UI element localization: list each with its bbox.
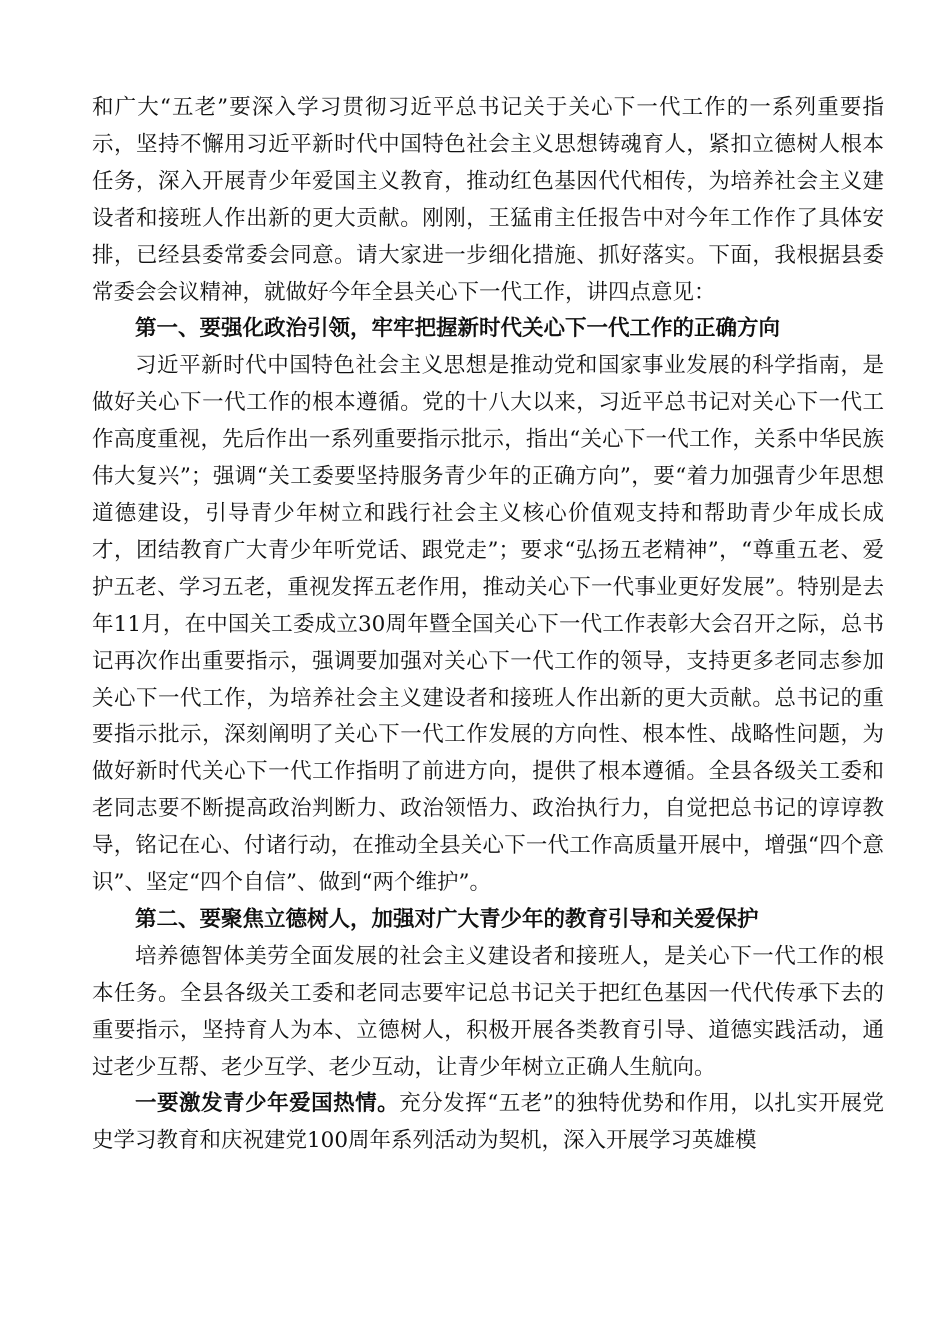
section-1-paragraph: 习近平新时代中国特色社会主义思想是推动党和国家事业发展的科学指南，是做好关心下一代工作的根本遵循。党的十八大以来，习近平总书记对关心下一代工作高度重视，先后作出一系列重要指示批示，指出“关心下一代工作，关系中华民族伟大复兴”；强调“关工委要坚持服务青少年的正确方向”，要“着力加强青少年思想道德建设，引导青少年树立和践行社会主义核心价值观支持和帮助青少年成长成才，团结教育广大青少年听党话、跟党走”；要求“弘扬五老精神”，“尊重五老、爱护五老、学习五老，重视发挥五老作用，推动关心下一代事业更好发展”。特别是去年11月，在中国关工委成立30周年暨全国关心下一代工作表彰大会召开之际，总书记再次作出重要指示，强调要加强对关心下一代工作的领导，支持更多老同志参加关心下一代工作，为培养社会主义建设者和接班人作出新的更大贡献。总书记的重要指示批示，深刻阐明了关心下一代工作发展的方向性、根本性、战略性问题，为做好新时代关心下一代工作指明了前进方向，提供了根本遵循。全县各级关工委和老同志要不断提高政治判断力、政治领悟力、政治执行力，自觉把总书记的谆谆教导，铭记在心、付诸行动，在推动全县关心下一代工作高质量开展中，增强“四个意识”、坚定“四个自信”、做到“两个维护”。 (92, 353, 884, 896)
point-1-paragraph (92, 1086, 884, 1160)
section-2-paragraph: 培养德智体美劳全面发展的社会主义建设者和接班人，是关心下一代工作的根本任务。全县各级关工委和老同志要牢记总书记关于把红色基因一代代传承下去的重要指示，坚持育人为本、立德树人，积极开展各类教育引导、道德实践活动，通过老少互帮、老少互学、老少互动，让青少年树立正确人生航向。 (92, 943, 884, 1080)
point-1-lead: 一要激发青少年爱国热情。 (135, 1091, 400, 1117)
document-body (92, 90, 884, 1160)
section-heading-1: 第一、要强化政治引领，牢牢把握新时代关心下一代工作的正确方向 (135, 316, 781, 342)
point-1-text: 充分发挥“五老”的独特优势和作用，以扎实开展党史学习教育和庆祝建党100周年系列活动为契机，深入开展学习英雄模 (92, 1091, 884, 1154)
section-heading-2: 第二、要聚焦立德树人，加强对广大青少年的教育引导和关爱保护 (135, 906, 759, 932)
intro-paragraph: 和广大“五老”要深入学习贯彻习近平总书记关于关心下一代工作的一系列重要指示，坚持不懈用习近平新时代中国特色社会主义思想铸魂育人，紧扣立德树人根本任务，深入开展青少年爱国主义教育，推动红色基因代代相传，为培养社会主义建设者和接班人作出新的更大贡献。刚刚，王猛甫主任报告中对今年工作作了具体安排，已经县委常委会同意。请大家进一步细化措施、抓好落实。下面，我根据县委常委会会议精神，就做好今年全县关心下一代工作，讲四点意见： (92, 95, 884, 305)
